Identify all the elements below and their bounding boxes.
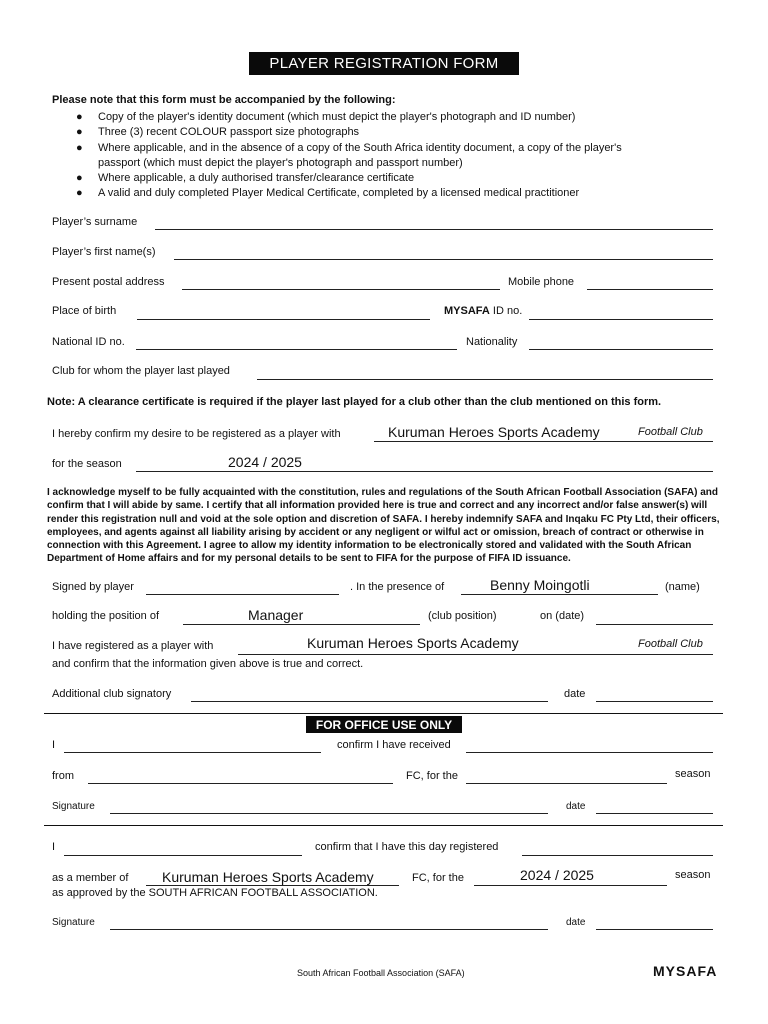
season-field[interactable] xyxy=(136,471,713,472)
mobile-field[interactable] xyxy=(587,289,713,290)
bullet-icon: ● xyxy=(76,141,83,154)
requirement-item: ● Where applicable, a duly authorised transfer/clearance certificate xyxy=(52,171,652,186)
postal-address-field[interactable] xyxy=(182,289,500,290)
footer-text: South African Football Association (SAFA) xyxy=(297,968,465,978)
registered-day-field[interactable] xyxy=(522,855,713,856)
office-date-label-2: date xyxy=(566,917,586,928)
for-season-label: for the season xyxy=(52,458,122,470)
confirm-received-label: confirm I have received xyxy=(337,739,451,751)
first-names-field[interactable] xyxy=(174,259,713,260)
received-field[interactable] xyxy=(466,752,713,753)
place-of-birth-field[interactable] xyxy=(137,319,430,320)
registered-with-label: I have registered as a player with xyxy=(52,640,214,652)
requirements-list xyxy=(52,110,652,202)
season-label-2: season xyxy=(675,869,711,881)
mobile-label: Mobile phone xyxy=(508,276,575,288)
date-label: date xyxy=(564,688,586,700)
surname-field[interactable] xyxy=(155,229,713,230)
office-separator-top xyxy=(44,713,723,714)
office-name-field-2[interactable] xyxy=(64,855,302,856)
office-signature-field-2[interactable] xyxy=(110,929,548,930)
member-club-value: Kuruman Heroes Sports Academy xyxy=(162,869,374,885)
office-date-label: date xyxy=(566,801,586,812)
on-date-field[interactable] xyxy=(596,624,713,625)
mysafa-id-label: MYSAFA ID no. xyxy=(444,305,523,317)
as-member-label: as a member of xyxy=(52,872,129,884)
first-names-label: Player’s first name(s) xyxy=(52,246,156,258)
surname-label: Player’s surname xyxy=(52,216,138,228)
member-season-value: 2024 / 2025 xyxy=(520,867,594,883)
from-label: from xyxy=(52,770,74,782)
office-use-heading: FOR OFFICE USE ONLY xyxy=(306,716,462,733)
club-position-label: (club position) xyxy=(428,610,497,622)
bullet-icon: ● xyxy=(76,172,83,185)
confirm-info-label: and confirm that the information given above is true and correct. xyxy=(52,658,364,670)
position-value: Manager xyxy=(248,607,304,623)
mysafa-logo: MYSAFA xyxy=(653,963,718,979)
office-separator-mid xyxy=(44,825,723,826)
season-value: 2024 / 2025 xyxy=(228,454,302,470)
in-presence-label: . In the presence of xyxy=(350,581,445,593)
fc-for-the-label-2: FC, for the xyxy=(412,872,464,884)
football-club-label-2: Football Club xyxy=(638,638,703,650)
season-label: season xyxy=(675,768,711,780)
bullet-icon: ● xyxy=(76,187,83,200)
approved-by-label: as approved by the SOUTH AFRICAN FOOTBALL ASSOCIATION. xyxy=(52,887,378,899)
confirm-registered-label: confirm that I have this day registered xyxy=(315,841,499,853)
office-date-field-2[interactable] xyxy=(596,929,713,930)
nationality-label: Nationality xyxy=(466,336,518,348)
witness-name-field[interactable] xyxy=(461,594,658,595)
position-field[interactable] xyxy=(183,624,420,625)
requirement-item: ● Three (3) recent COLOUR passport size photographs xyxy=(52,125,652,140)
last-club-label: Club for whom the player last played xyxy=(52,365,230,377)
bullet-icon: ● xyxy=(76,111,83,123)
confirm-desire-label: I hereby confirm my desire to be registered as a player with xyxy=(52,428,341,440)
club-name-value: Kuruman Heroes Sports Academy xyxy=(388,424,600,440)
registered-club-value: Kuruman Heroes Sports Academy xyxy=(307,635,519,651)
signatory-date-field[interactable] xyxy=(596,701,713,702)
from-season-field[interactable] xyxy=(466,783,667,784)
nationality-field[interactable] xyxy=(529,349,713,350)
office-date-field[interactable] xyxy=(596,813,713,814)
place-of-birth-label: Place of birth xyxy=(52,305,117,317)
national-id-label: National ID no. xyxy=(52,336,125,348)
signature-label-2: Signature xyxy=(52,917,95,928)
member-season-field[interactable] xyxy=(474,885,667,886)
holding-position-label: holding the position of xyxy=(52,610,160,622)
requirement-item: ● A valid and duly completed Player Medical Certificate, completed by a licensed medical practitioner xyxy=(52,186,652,201)
postal-address-label: Present postal address xyxy=(52,276,165,288)
office-i-label: I xyxy=(52,739,56,751)
acknowledgement-text: I acknowledge myself to be fully acquainted with the constitution, rules and regulations of the South African Football Association (SAFA) and confirm that I will abide by same. I certify that all information provided here is true and correct and any incorrect and/or false answer(s) will render this registration null and void at the sole option and discretion of SAFA. I hereby indemnify SAFA and Inqaku FC Pty Ltd, their officers, employees, and agents against all liability arising by accident or any negligent or wilful act or omission, breach of contract or otherwise in connection with this Agreement. I agree to allow my identity information to be electronically stored and validated with the South African Department of Home affairs and for my personal details to be sent to FIFA for the purpose of FIFA ID issuance. xyxy=(47,487,720,565)
registered-club-field[interactable] xyxy=(238,654,713,655)
last-club-field[interactable] xyxy=(257,379,713,380)
signature-label: Signature xyxy=(52,801,95,812)
from-club-field[interactable] xyxy=(88,783,393,784)
requirements-intro: Please note that this form must be accompanied by the following: xyxy=(52,94,396,106)
signed-by-player-label: Signed by player xyxy=(52,581,134,593)
office-i-label-2: I xyxy=(52,841,56,853)
bullet-icon: ● xyxy=(76,126,83,139)
form-title: PLAYER REGISTRATION FORM xyxy=(249,52,519,75)
clearance-note: Note: A clearance certificate is required if the player last played for a club other than the club mentioned on this form. xyxy=(47,396,662,408)
fc-for-the-label: FC, for the xyxy=(406,770,458,782)
requirement-item: ● Where applicable, and in the absence of a copy of the South Africa identity document, a copy of the player's passport (which must depict the player's photograph and passport number) xyxy=(76,141,622,169)
witness-name-value: Benny Moingotli xyxy=(490,577,590,593)
member-club-field[interactable] xyxy=(146,885,399,886)
player-signature-field[interactable] xyxy=(146,594,339,595)
additional-signatory-field[interactable] xyxy=(191,701,548,702)
on-date-label: on (date) xyxy=(540,610,585,622)
requirement-item: ● Copy of the player's identity document (which must depict the player's photograph and ID number) xyxy=(52,110,652,125)
office-name-field[interactable] xyxy=(64,752,321,753)
national-id-field[interactable] xyxy=(136,349,457,350)
office-signature-field[interactable] xyxy=(110,813,548,814)
club-name-field[interactable] xyxy=(374,441,713,442)
mysafa-id-field[interactable] xyxy=(529,319,713,320)
additional-signatory-label: Additional club signatory xyxy=(52,688,172,700)
name-label: (name) xyxy=(665,581,700,593)
football-club-label: Football Club xyxy=(638,426,703,438)
